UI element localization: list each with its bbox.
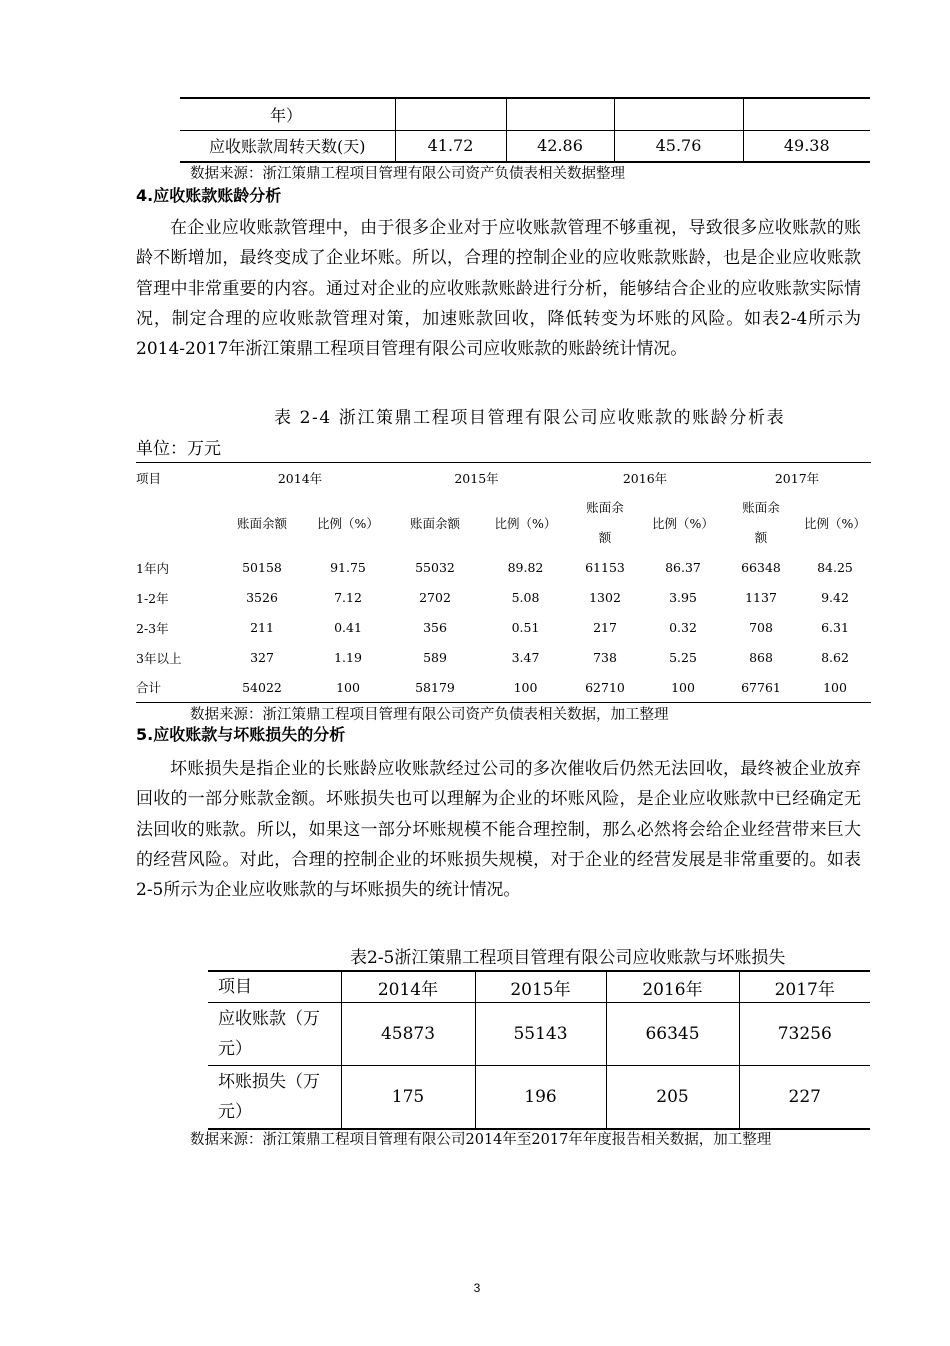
table24-source: 数据来源：浙江策鼎工程项目管理有限公司资产负债表相关数据，加工整理 <box>190 707 669 723</box>
table-header-row <box>208 971 870 1003</box>
table-cell: 66345 <box>606 1003 739 1066</box>
table-cell: 91.75 <box>330 560 366 575</box>
table-cell: 227 <box>739 1066 870 1129</box>
table-cell: 89.82 <box>507 560 544 575</box>
table-cell: 7.12 <box>334 590 362 605</box>
turnover-table <box>180 97 870 163</box>
table-cell: 61153 <box>585 560 625 575</box>
aging-table <box>136 462 871 703</box>
table-cell: 62710 <box>567 673 643 703</box>
row-label: 2-3年 <box>136 620 169 636</box>
item-header: 项目 <box>136 463 214 493</box>
table-cell: 0.32 <box>669 620 697 635</box>
year-header: 2015年 <box>386 463 567 493</box>
table-cell: 73256 <box>739 1003 870 1066</box>
table-cell: 100 <box>310 673 386 703</box>
table-cell: 58179 <box>386 673 484 703</box>
row-label: 3年以上 <box>136 650 182 666</box>
table-cell: 100 <box>799 673 871 703</box>
row-label: 1-2年 <box>136 590 169 606</box>
table-cell: 3.95 <box>669 590 697 605</box>
table-total-row <box>136 673 871 703</box>
table-cell: 217 <box>593 620 617 635</box>
section4-paragraph: 在企业应收账款管理中，由于很多企业对于应收账款管理不够重视，导致很多应收账款的账龄不断增加，最终变成了企业坏账。所以，合理的控制企业的应收账款账龄，也是企业应收账款管理中非常重要的内容。通过对企业的应收账款账龄进行分析，能够结合企业的应收账款实际情况，制定合理的应收账款管理对策，加速账款回收，降低转变为坏账的风险。如表2-4所示为2014-2017年浙江策鼎工程项目管理有限公司应收账款的账龄统计情况。 <box>136 218 861 360</box>
table-cell: 50158 <box>242 560 282 575</box>
table-cell: 0.41 <box>334 620 362 635</box>
table-cell: 67761 <box>723 673 799 703</box>
column-header: 2017年 <box>739 971 870 1003</box>
column-header: 项目 <box>208 971 341 1003</box>
row-label: 坏账损失（万元） <box>208 1066 341 1129</box>
table24-caption: 表 2-4 浙江策鼎工程项目管理有限公司应收账款的账龄分析表 <box>274 408 786 428</box>
table-cell: 1.19 <box>334 650 362 665</box>
table-row <box>180 98 870 130</box>
table-cell: 589 <box>423 650 447 665</box>
row-label: 应收账款（万元） <box>208 1003 341 1066</box>
table-row <box>136 553 871 583</box>
table-cell: 66348 <box>741 560 781 575</box>
sub-header: 账面余额 <box>236 515 287 531</box>
table-cell: 3526 <box>246 590 278 605</box>
sub-header: 比例（%） <box>494 515 557 531</box>
row-label: 应收账款周转天数(天) <box>180 130 395 162</box>
table-cell: 100 <box>643 673 723 703</box>
row-label: 合计 <box>136 673 214 703</box>
year-header: 2014年 <box>214 463 386 493</box>
section5-paragraph: 坏账损失是指企业的长账龄应收账款经过公司的多次催收后仍然无法回收，最终被企业放弃回收的一部分账款金额。坏账损失也可以理解为企业的坏账风险，是企业应收账款中已经确定无法回收的账款。所以，如果这一部分坏账规模不能合理控制，那么必然将会给企业经营带来巨大的经营风险。对此，合理的控制企业的坏账损失规模，对于企业的经营发展是非常重要的。如表2-5所示为企业应收账款的与坏账损失的统计情况。 <box>136 759 861 901</box>
year-header: 2017年 <box>723 463 871 493</box>
table-cell: 55032 <box>415 560 455 575</box>
table-cell: 8.62 <box>821 650 849 665</box>
table-row <box>136 583 871 613</box>
table-cell: 708 <box>749 620 773 635</box>
table-subheader-row <box>136 493 871 553</box>
table-cell: 5.08 <box>511 590 540 605</box>
table-cell: 6.31 <box>821 620 849 635</box>
table-cell <box>614 98 743 130</box>
table-row <box>136 643 871 673</box>
table-cell: 868 <box>749 650 773 665</box>
table-cell: 9.42 <box>821 590 849 605</box>
table1-source: 数据来源：浙江策鼎工程项目管理有限公司资产负债表相关数据整理 <box>190 166 625 182</box>
table-row <box>208 1003 870 1066</box>
section4-heading: 4.应收账款账龄分析 <box>136 186 282 205</box>
table-cell: 55143 <box>475 1003 606 1066</box>
table-cell <box>743 98 870 130</box>
table-cell <box>395 98 506 130</box>
table-row <box>180 130 870 162</box>
table-cell: 196 <box>475 1066 606 1129</box>
sub-header: 账面余额 <box>409 515 460 531</box>
year-header: 2016年 <box>567 463 723 493</box>
table-cell: 45873 <box>341 1003 475 1066</box>
table25-source: 数据来源：浙江策鼎工程项目管理有限公司2014年至2017年年度报告相关数据，加工整理 <box>190 1132 772 1148</box>
column-header: 2015年 <box>475 971 606 1003</box>
table-cell: 41.72 <box>395 130 506 162</box>
sub-header: 账面余 额 <box>742 499 780 545</box>
table-cell: 738 <box>593 650 617 665</box>
table-cell: 84.25 <box>817 560 853 575</box>
table-cell: 49.38 <box>743 130 870 162</box>
row-label: 1年内 <box>136 560 169 576</box>
sub-header: 比例（%） <box>652 515 714 531</box>
table-cell: 5.25 <box>669 650 697 665</box>
table-row <box>136 613 871 643</box>
table24-unit: 单位：万元 <box>136 439 221 459</box>
column-header: 2014年 <box>341 971 475 1003</box>
table-row <box>208 1066 870 1129</box>
table-cell: 3.47 <box>511 650 540 665</box>
table-cell: 54022 <box>214 673 310 703</box>
table-cell: 205 <box>606 1066 739 1129</box>
table-cell <box>506 98 614 130</box>
table-cell: 211 <box>250 620 274 635</box>
sub-header: 比例（%） <box>317 515 379 531</box>
table-cell: 86.37 <box>665 560 701 575</box>
table-cell: 0.51 <box>511 620 540 635</box>
bad-debt-table <box>208 970 870 1130</box>
section5-heading: 5.应收账款与坏账损失的分析 <box>136 725 346 744</box>
table-cell: 1302 <box>589 590 621 605</box>
table-cell: 356 <box>423 620 447 635</box>
sub-header: 比例（%） <box>804 515 866 531</box>
table25-caption: 表2-5浙江策鼎工程项目管理有限公司应收账款与坏账损失 <box>350 948 786 968</box>
page-number: 3 <box>473 1281 481 1295</box>
table-header-row <box>136 463 871 493</box>
table-cell: 1137 <box>745 590 777 605</box>
sub-header: 账面余 额 <box>586 499 624 545</box>
table-cell: 175 <box>341 1066 475 1129</box>
row-label: 年） <box>180 98 395 130</box>
column-header: 2016年 <box>606 971 739 1003</box>
table-cell: 45.76 <box>614 130 743 162</box>
table-cell: 100 <box>484 673 567 703</box>
table-cell: 327 <box>250 650 274 665</box>
table-cell: 42.86 <box>506 130 614 162</box>
table-cell: 2702 <box>419 590 451 605</box>
